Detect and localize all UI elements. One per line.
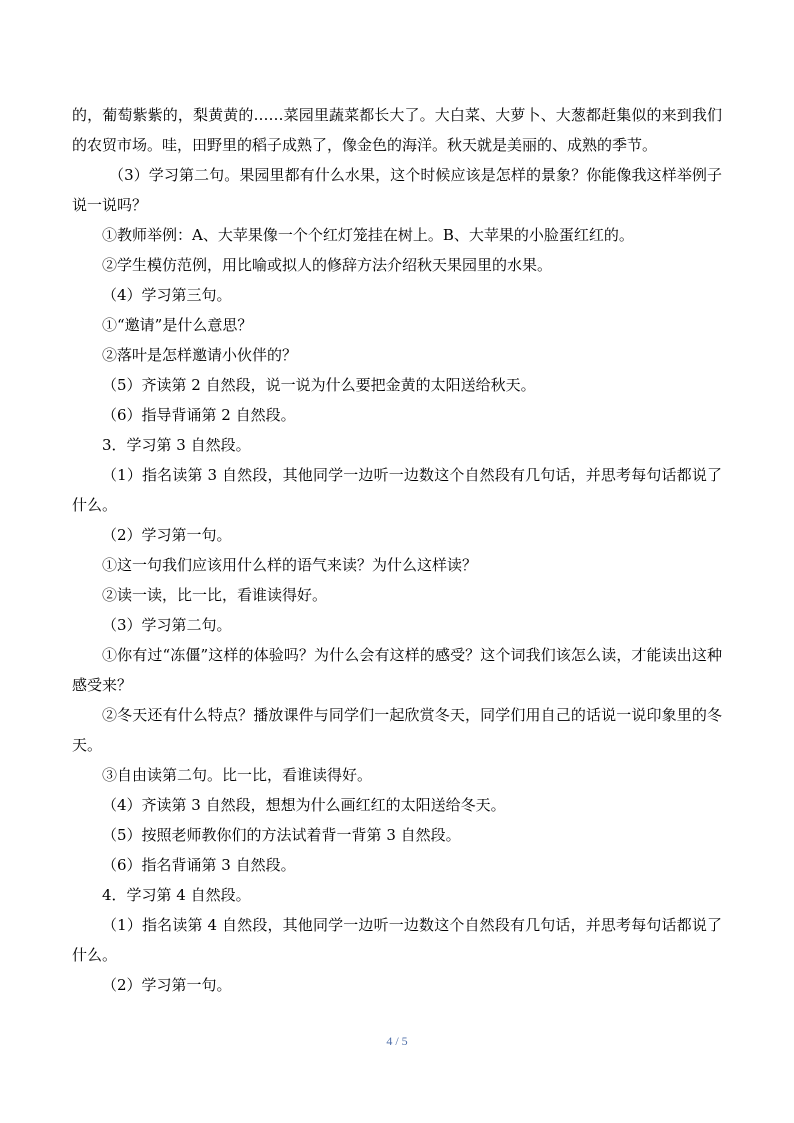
paragraph: ②冬天还有什么特点？播放课件与同学们一起欣赏冬天，同学们用自己的话说一说印象里的冬天。 [72, 706, 722, 754]
paragraph: ①教师举例：A、大苹果像一个个红灯笼挂在树上。B、大苹果的小脸蛋红红的。 [102, 226, 634, 244]
paragraph: （1）指名读第 4 自然段，其他同学一边听一边数这个自然段有几句话，并思考每句话都说了什么。 [72, 916, 722, 964]
paragraph: ②落叶是怎样邀请小伙伴的？ [102, 346, 298, 364]
document-body [72, 100, 722, 1000]
paragraph: ①这一句我们应该用什么样的语气来读？为什么这样读？ [102, 556, 478, 574]
paragraph: （3）学习第二句。 [102, 616, 232, 634]
paragraph: （1）指名读第 3 自然段，其他同学一边听一边数这个自然段有几句话，并思考每句话都说了什么。 [72, 466, 722, 514]
paragraph: （6）指导背诵第 2 自然段。 [102, 406, 296, 424]
paragraph: ①“邀请”是什么意思？ [102, 316, 253, 334]
paragraph: （6）指名背诵第 3 自然段。 [102, 856, 296, 874]
paragraph: （5）按照老师教你们的方法试着背一背第 3 自然段。 [102, 826, 461, 844]
paragraph: （2）学习第一句。 [102, 976, 232, 994]
paragraph: （2）学习第一句。 [102, 526, 232, 544]
section-heading: 4．学习第 4 自然段。 [102, 886, 251, 904]
paragraph: 的，葡萄紫紫的，梨黄黄的……菜园里蔬菜都长大了。大白菜、大萝卜、大葱都赶集似的来到我们的农贸市场。哇，田野里的稻子成熟了，像金色的海洋。秋天就是美丽的、成熟的季节。 [72, 106, 722, 154]
paragraph: （3）学习第二句。果园里都有什么水果，这个时候应该是怎样的景象？你能像我这样举例子说一说吗？ [72, 166, 722, 214]
section-heading: 3．学习第 3 自然段。 [102, 436, 251, 454]
paragraph: ②学生模仿范例，用比喻或拟人的修辞方法介绍秋天果园里的水果。 [102, 256, 553, 274]
paragraph: （4）齐读第 3 自然段，想想为什么画红红的太阳送给冬天。 [102, 796, 506, 814]
page-number: 4 / 5 [386, 1034, 408, 1048]
paragraph: ③自由读第二句。比一比，看谁读得好。 [102, 766, 373, 784]
paragraph: （4）学习第三句。 [102, 286, 232, 304]
paragraph: ②读一读，比一比，看谁读得好。 [102, 586, 328, 604]
paragraph: （5）齐读第 2 自然段，说一说为什么要把金黄的太阳送给秋天。 [102, 376, 536, 394]
paragraph: ①你有过“冻僵”这样的体验吗？为什么会有这样的感受？这个词我们该怎么读，才能读出这种感受来？ [72, 646, 722, 694]
